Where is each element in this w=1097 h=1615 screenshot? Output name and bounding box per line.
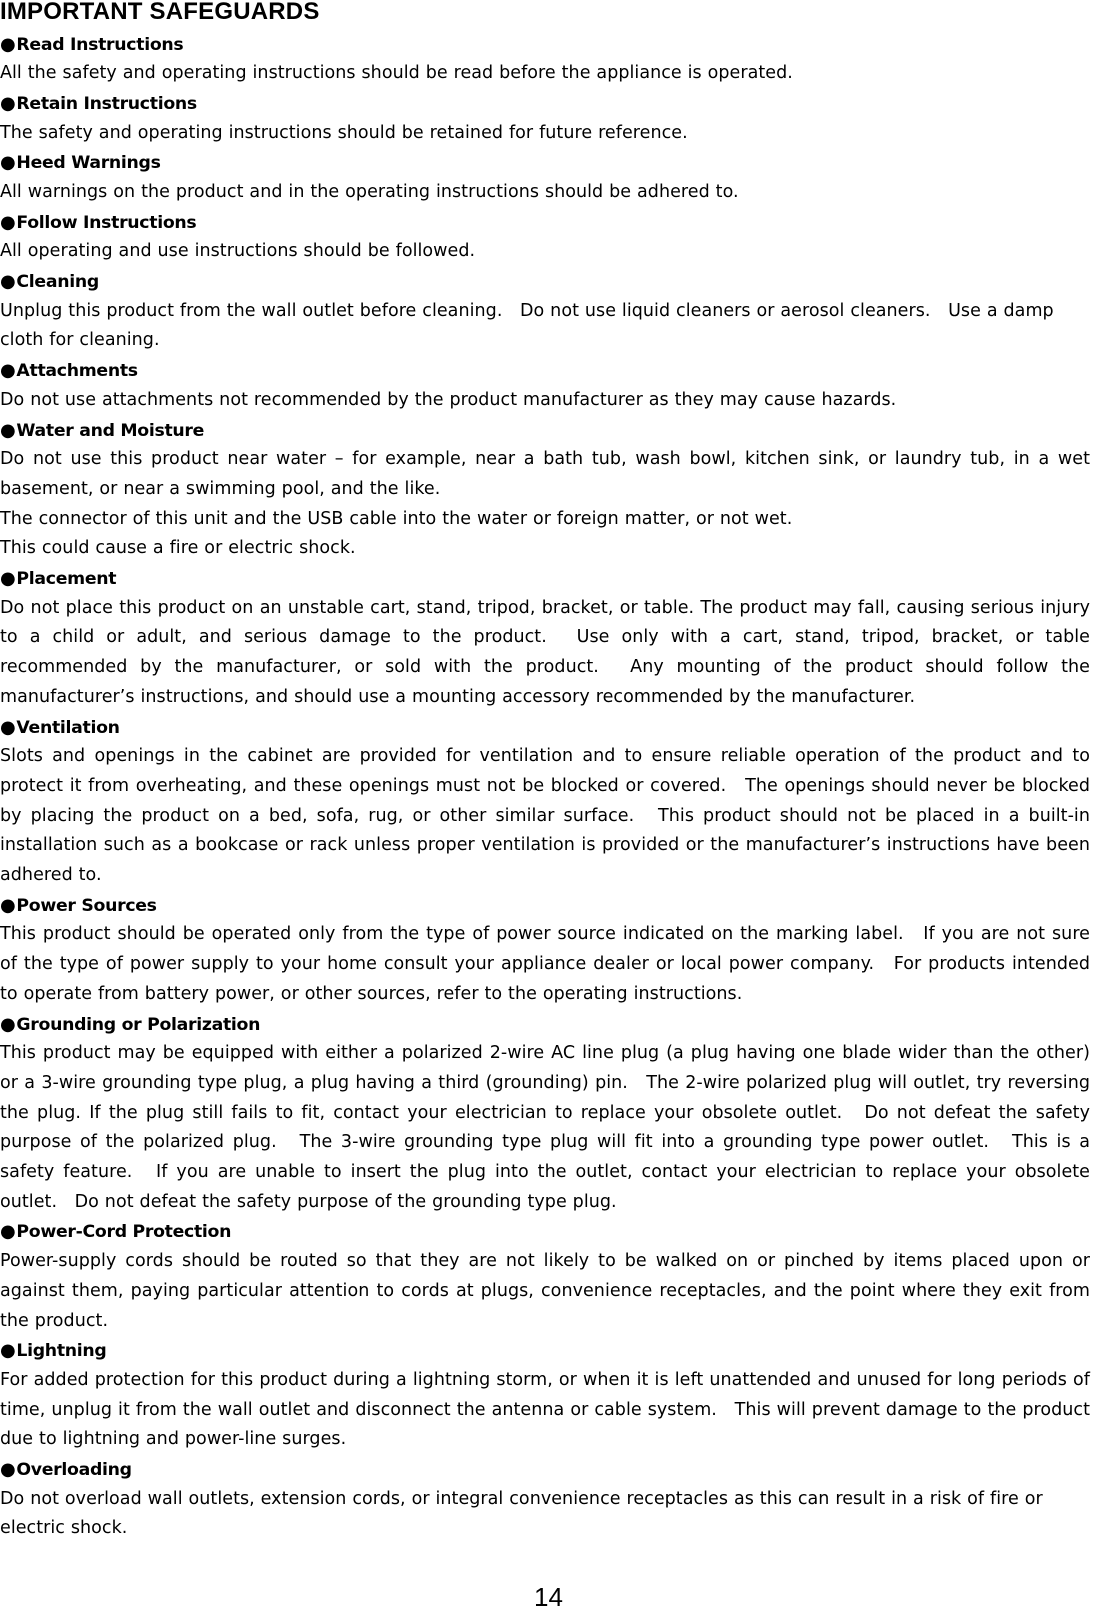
section-heading-text: Retain Instructions <box>16 93 197 114</box>
section-heading <box>0 564 1090 594</box>
safeguard-section <box>0 208 1090 267</box>
bullet-icon: ● <box>0 1459 16 1481</box>
bullet-icon: ● <box>0 1340 16 1362</box>
section-heading-text: Follow Instructions <box>16 212 197 233</box>
bullet-icon: ● <box>0 1013 16 1035</box>
section-heading-text: Overloading <box>16 1460 132 1481</box>
section-paragraph: Slots and openings in the cabinet are provided for ventilation and to ensure reliable operation of the product and to protect it from overheating, and these openings must not be blocked or covered. The openings should never be blocked by placing the product on a bed, sofa, rug, or other similar surface. This product should not be placed in a built-in installation such as a bookcase or rack unless proper ventilation is provided or the manufacturer’s instructions have been adhered to. <box>0 746 1090 886</box>
safeguard-section <box>0 416 1090 565</box>
bullet-icon: ● <box>0 360 16 382</box>
safeguard-section <box>0 89 1090 148</box>
section-paragraph: Do not use attachments not recommended by the product manufacturer as they may cause hazards. <box>0 389 897 410</box>
section-heading <box>0 1217 1090 1247</box>
section-heading-text: Read Instructions <box>16 34 184 55</box>
safeguards-list <box>0 30 1090 1545</box>
section-heading-text: Ventilation <box>16 717 120 738</box>
section-heading <box>0 416 1090 446</box>
section-heading-text: Power Sources <box>16 895 157 916</box>
section-paragraph: Power-supply cords should be routed so that they are not likely to be walked on or pinched by items placed upon or against them, paying particular attention to cords at plugs, convenience receptacles, and the point where they exit from the product. <box>0 1251 1090 1331</box>
section-heading <box>0 713 1090 743</box>
safeguard-section <box>0 891 1090 1010</box>
section-paragraph: This product should be operated only from the type of power source indicated on the marking label. If you are not sure of the type of power supply to your home consult your appliance dealer or local power company. For products intended to operate from battery power, or other sources, refer to the operating instructions. <box>0 924 1090 1004</box>
section-heading-text: Cleaning <box>16 272 99 293</box>
safeguard-section <box>0 356 1090 415</box>
section-heading <box>0 1455 1090 1485</box>
safeguard-section <box>0 1217 1090 1336</box>
safeguard-section <box>0 1455 1090 1544</box>
section-heading-text: Heed Warnings <box>16 153 161 174</box>
section-paragraph: All the safety and operating instructions should be read before the appliance is operated. <box>0 63 793 84</box>
bullet-icon: ● <box>0 211 16 233</box>
section-paragraph: All operating and use instructions should be followed. <box>0 241 476 262</box>
bullet-icon: ● <box>0 716 16 738</box>
section-heading-text: Water and Moisture <box>16 420 205 441</box>
section-heading-text: Placement <box>16 569 117 590</box>
section-paragraph: The connector of this unit and the USB cable into the water or foreign matter, or not wet. <box>0 508 793 529</box>
safeguard-section <box>0 1010 1090 1218</box>
section-paragraph: All warnings on the product and in the operating instructions should be adhered to. <box>0 181 739 202</box>
section-paragraph: Unplug this product from the wall outlet before cleaning. Do not use liquid cleaners or aerosol cleaners. Use a damp cloth for cleaning. <box>0 300 1054 351</box>
section-paragraph: The safety and operating instructions should be retained for future reference. <box>0 122 688 143</box>
safeguard-section <box>0 564 1090 713</box>
section-heading <box>0 891 1090 921</box>
bullet-icon: ● <box>0 894 16 916</box>
bullet-icon: ● <box>0 92 16 114</box>
section-heading-text: Grounding or Polarization <box>16 1014 261 1035</box>
section-paragraph: Do not place this product on an unstable cart, stand, tripod, bracket, or table. The product may fall, causing serious injury to a child or adult, and serious damage to the product. Use only with a cart, stand, tripod, bracket, or table recommended by the manufacturer, or sold with the product. Any mounting of the product should follow the manufacturer’s instructions, and should use a mounting accessory recommended by the manufacturer. <box>0 597 1090 707</box>
section-heading <box>0 356 1090 386</box>
bullet-icon: ● <box>0 152 16 174</box>
safeguard-section <box>0 267 1090 356</box>
section-paragraph: This product may be equipped with either a polarized 2-wire AC line plug (a plug having one blade wider than the other) or a 3-wire grounding type plug, a plug having a third (grounding) pin. The 2-wire polarized plug will outlet, try reversing the plug. If the plug still fails to fit, contact your electrician to replace your obsolete outlet. Do not defeat the safety purpose of the polarized plug. The 3-wire grounding type plug will fit into a grounding type power outlet. This is a safety feature. If you are unable to insert the plug into the outlet, contact your electrician to replace your obsolete outlet. Do not defeat the safety purpose of the grounding type plug. <box>0 1043 1090 1212</box>
safeguard-section <box>0 1336 1090 1455</box>
safeguard-section <box>0 148 1090 207</box>
bullet-icon: ● <box>0 1221 16 1243</box>
page-title: IMPORTANT SAFEGUARDS <box>0 0 320 25</box>
section-heading <box>0 1010 1090 1040</box>
bullet-icon: ● <box>0 33 16 55</box>
page-number: 14 <box>534 1582 563 1612</box>
section-heading-text: Lightning <box>16 1341 107 1362</box>
section-heading <box>0 30 1090 60</box>
bullet-icon: ● <box>0 419 16 441</box>
section-heading <box>0 208 1090 238</box>
section-paragraph: For added protection for this product during a lightning storm, or when it is left unattended and unused for long periods of time, unplug it from the wall outlet and disconnect the antenna or cable system. This will prevent damage to the product due to lightning and power-line surges. <box>0 1369 1090 1450</box>
section-heading <box>0 267 1090 297</box>
bullet-icon: ● <box>0 568 16 590</box>
section-heading-text: Attachments <box>16 361 138 382</box>
bullet-icon: ● <box>0 271 16 293</box>
section-heading <box>0 89 1090 119</box>
safeguard-section <box>0 30 1090 89</box>
section-paragraph: Do not use this product near water – for example, near a bath tub, wash bowl, kitchen sink, or laundry tub, in a wet basement, or near a swimming pool, and the like. <box>0 449 1090 499</box>
section-heading <box>0 1336 1090 1366</box>
section-heading <box>0 148 1090 178</box>
section-heading-text: Power-Cord Protection <box>16 1222 232 1243</box>
section-paragraph: This could cause a fire or electric shock. <box>0 538 356 559</box>
section-paragraph: Do not overload wall outlets, extension cords, or integral convenience receptacles as this can result in a risk of fire or electric shock. <box>0 1488 1043 1539</box>
safeguard-section <box>0 713 1090 891</box>
